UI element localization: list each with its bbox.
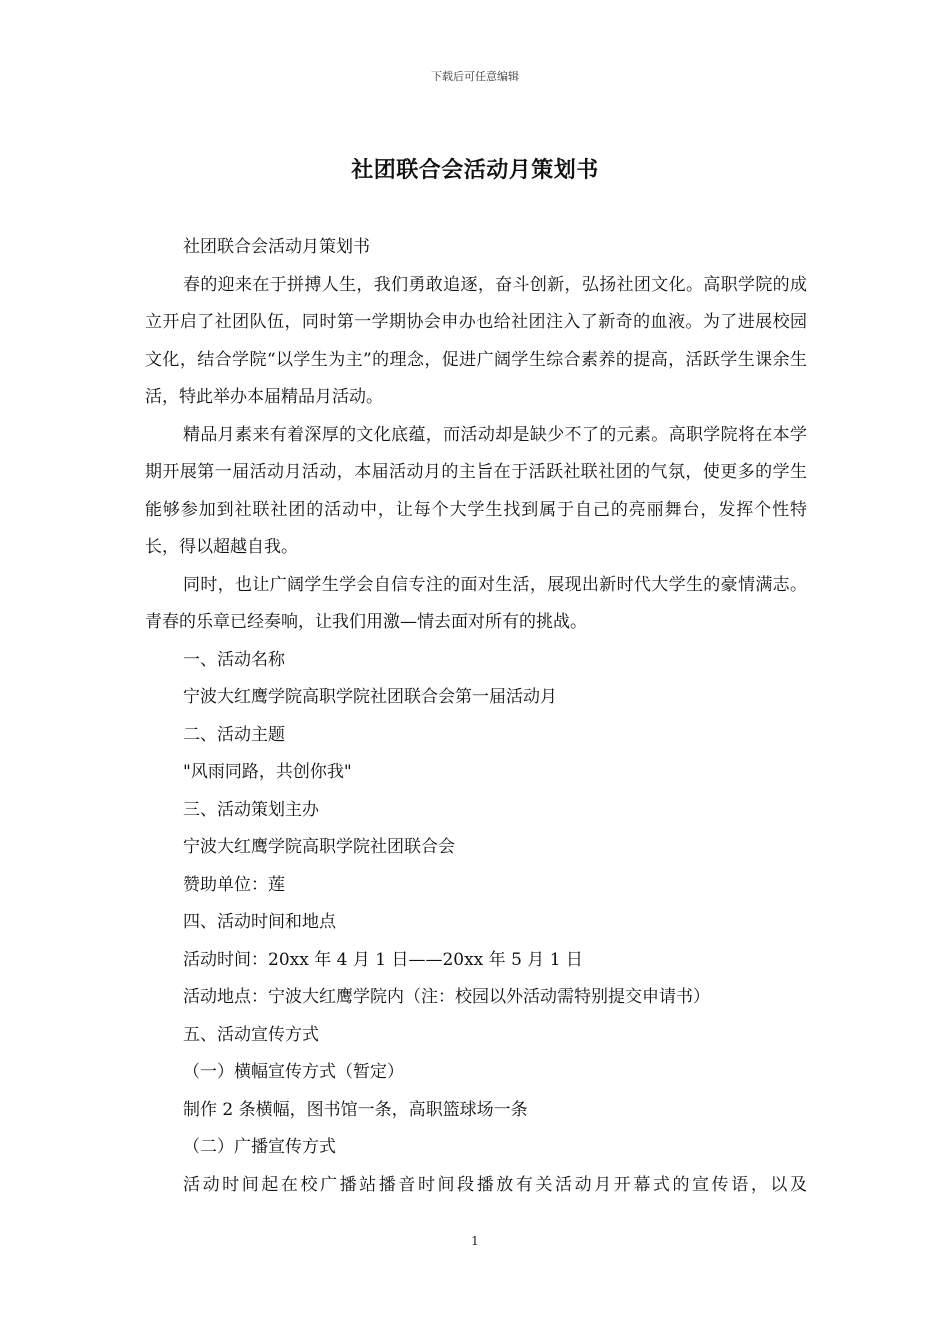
paragraph-organizer: 宁波大红鹰学院高职学院社团联合会 — [183, 837, 455, 857]
section-heading-theme: 二、活动主题 — [183, 724, 285, 745]
paragraph-intro: 春的迎来在于拼搏人生，我们勇敢追逐，奋斗创新，弘扬社团文化。高职学院的成立开启了社团队伍，同时第一学期协会申办也给社团注入了新奇的血液。为了进展校园文化，结合学院“以学生为主”的理念，促进广阔学生综合素养的提高，活跃学生课余生活，特此举办本届精品月活动。 — [145, 274, 807, 407]
paragraph-broadcast: 活动时间起在校广播站播音时间段播放有关活动月开幕式的宣传语，以及 — [183, 1174, 807, 1195]
paragraph-activity-name: 宁波大红鹰学院高职学院社团联合会第一届活动月 — [183, 687, 557, 707]
paragraph-time: 活动时间：20xx 年 4 月 1 日——20xx 年 5 月 1 日 — [183, 949, 583, 970]
paragraph-place: 活动地点：宁波大红鹰学院内（注：校园以外活动需特别提交申请书） — [183, 987, 710, 1007]
subheading-broadcast: （二）广播宣传方式 — [183, 1137, 336, 1157]
paragraph-theme: "风雨同路，共创你我" — [183, 762, 352, 782]
section-heading-promotion: 五、活动宣传方式 — [183, 1024, 319, 1045]
paragraph-subtitle: 社团联合会活动月策划书 — [183, 237, 370, 257]
page-number: 1 — [471, 1234, 479, 1248]
section-heading-name: 一、活动名称 — [183, 649, 285, 670]
paragraph-goal: 同时，也让广阔学生学会自信专注的面对生活，展现出新时代大学生的豪情满志。青春的乐章已经奏响，让我们用激—情去面对所有的挑战。 — [145, 574, 807, 632]
document-body — [145, 229, 807, 1204]
paragraph-purpose: 精品月素来有着深厚的文化底蕴，而活动却是缺少不了的元素。高职学院将在本学期开展第一届活动月活动，本届活动月的主旨在于活跃社联社团的气氛，使更多的学生能够参加到社联社团的活动中，让每个大学生找到属于自己的亮丽舞台，发挥个性特长，得以超越自我。 — [145, 424, 807, 557]
subheading-banner: （一）横幅宣传方式（暂定） — [183, 1062, 404, 1082]
section-heading-time-place: 四、活动时间和地点 — [183, 912, 336, 932]
paragraph-banner: 制作 2 条横幅，图书馆一条，高职篮球场一条 — [183, 1099, 528, 1120]
section-heading-organizer: 三、活动策划主办 — [183, 799, 319, 820]
document-title: 社团联合会活动月策划书 — [351, 157, 599, 183]
paragraph-sponsor: 赞助单位：莲 — [183, 874, 285, 895]
header-note: 下载后可任意编辑 — [431, 70, 519, 83]
